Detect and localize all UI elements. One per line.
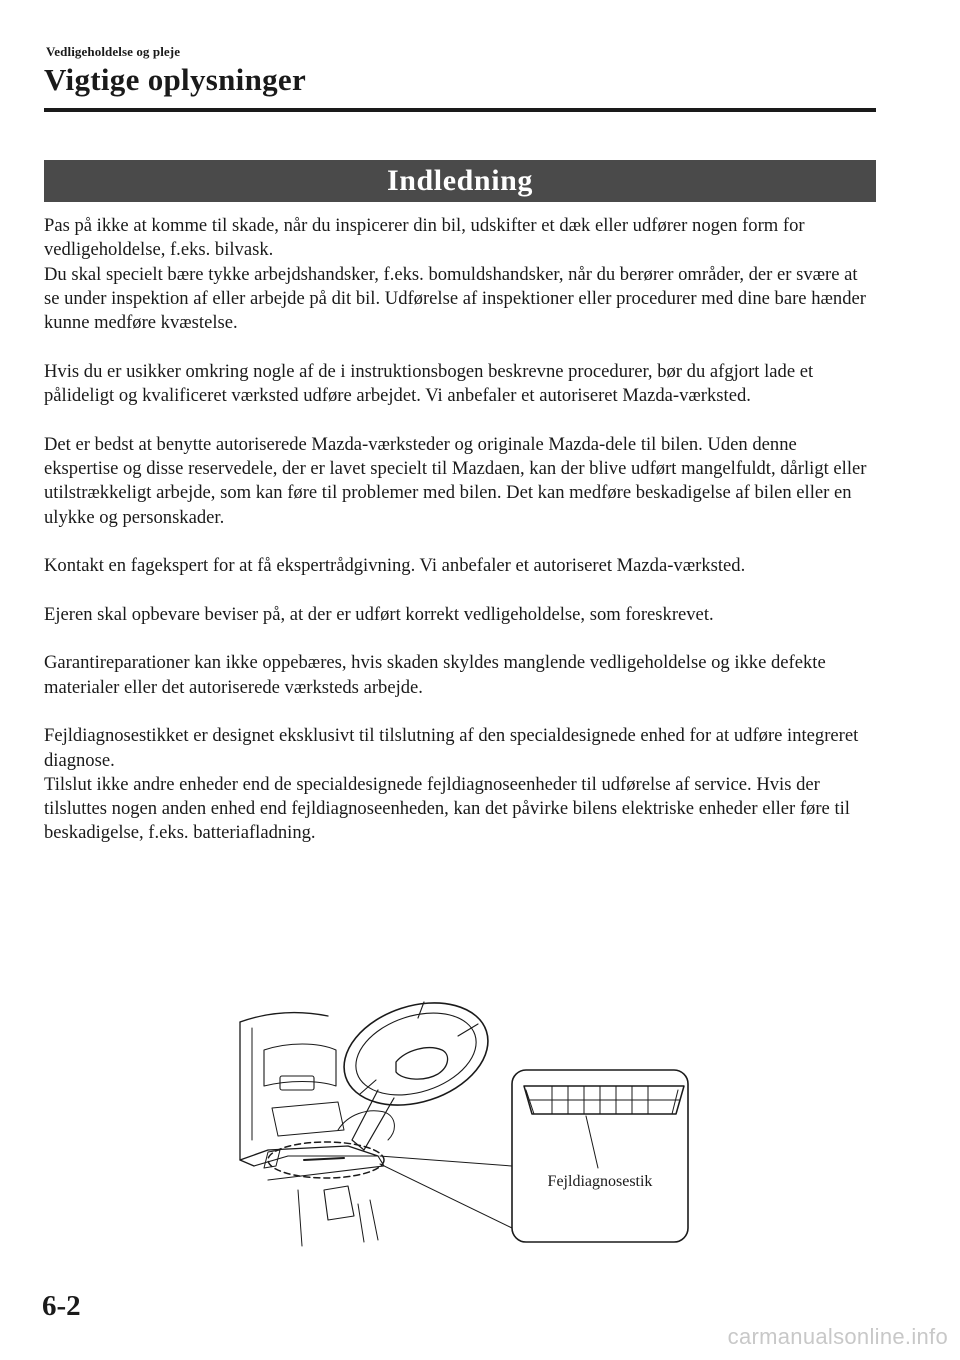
paragraph-4 <box>44 554 874 578</box>
diagnostic-connector-figure <box>228 990 692 1252</box>
paragraph-6 <box>44 651 874 700</box>
section-banner <box>44 160 876 202</box>
paragraph-line: Det er bedst at benytte autoriserede Mazda-værksteder og originale Mazda-dele til bilen. Uden denne ekspertise og disse reservedele, der er lavet specielt til Mazdaen, kan der blive udført mangelfuldt, dårligt eller utilstrækkeligt arbejde, som kan føre til problemer med bilen. Det kan medføre beskadigelse af bilen eller en ulykke og personskader. <box>44 433 867 528</box>
paragraph-1 <box>44 214 874 335</box>
page-number: 6-2 <box>42 1290 81 1322</box>
watermark: carmanualsonline.info <box>727 1324 948 1349</box>
page-title: Vigtige oplysninger <box>44 62 307 97</box>
paragraph-5 <box>44 603 874 627</box>
callout-label: Fejldiagnosestik <box>547 1173 653 1190</box>
body-text <box>44 214 874 870</box>
paragraph-line: Fejldiagnosestikket er designet eksklusivt til tilslutning af den specialdesignede enhed for at udføre integreret diagnose. <box>44 725 859 771</box>
paragraph-line: Pas på ikke at komme til skade, når du inspicerer din bil, udskifter et dæk eller udfører nogen form for vedligeholdelse, f.eks. bilvask. <box>44 215 805 261</box>
title-divider <box>44 108 876 112</box>
paragraph-7 <box>44 724 874 845</box>
paragraph-line: Hvis du er usikker omkring nogle af de i instruktionsbogen beskrevne procedurer, bør du afgjort lade et pålideligt og kvalificeret værksted udføre arbejdet. Vi anbefaler et autoriseret Mazda-værksted. <box>44 360 814 407</box>
section-heading: Indledning <box>386 164 534 197</box>
breadcrumb: Vedligeholdelse og pleje <box>46 44 181 59</box>
paragraph-3 <box>44 433 874 530</box>
paragraph-line: Garantireparationer kan ikke oppebæres, hvis skaden skyldes manglende vedligeholdelse og ikke defekte materialer eller det autoriserede værksteds arbejde. <box>44 652 826 698</box>
paragraph-2 <box>44 360 874 409</box>
paragraph-line: Ejeren skal opbevare beviser på, at der er udført korrekt vedligeholdelse, som foreskrevet. <box>44 603 714 625</box>
dashboard-illustration <box>228 990 692 1252</box>
paragraph-line: Du skal specielt bære tykke arbejdshandsker, f.eks. bomuldshandsker, når du berører områder, der er svære at se under inspektion af eller arbejde på dit bil. Udførelse af inspektioner eller procedurer med dine bare hænder kunne medføre kvæstelse. <box>44 263 866 334</box>
paragraph-line: Tilslut ikke andre enheder end de specialdesignede fejldiagnoseenheder til udførelse af service. Hvis der tilsluttes nogen anden enhed end fejldiagnoseenheden, kan det påvirke bilens elektriske enheder eller føre til beskadigelse, f.eks. batteriafladning. <box>44 773 850 844</box>
paragraph-line: Kontakt en fagekspert for at få ekspertrådgivning. Vi anbefaler et autoriseret Mazda-værksted. <box>44 555 746 577</box>
